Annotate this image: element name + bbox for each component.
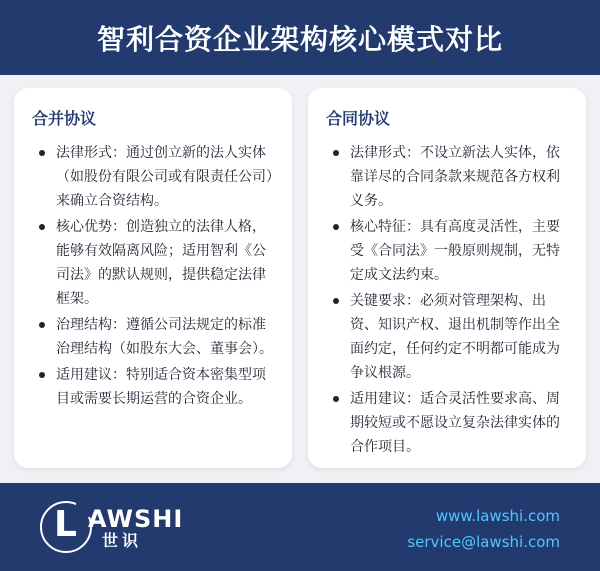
list-item-text: 核心特征：具有高度灵活性，主要受《合同法》一般原则规制，无特定成文法约束。 bbox=[350, 219, 560, 283]
card-title: 合同协议 bbox=[326, 109, 391, 128]
list-item-text: 法律形式：通过创立新的法人实体（如股份有限公司或有限责任公司）来确立合资结构。 bbox=[56, 145, 273, 209]
list-item bbox=[56, 215, 276, 311]
bullet-dot-icon bbox=[333, 224, 339, 230]
list-item bbox=[350, 141, 570, 213]
bullet-dot-icon bbox=[333, 298, 339, 304]
page-title: 智利合资企业架构核心模式对比 bbox=[96, 22, 503, 56]
contact-info bbox=[407, 503, 560, 555]
logo-letter-l: L bbox=[54, 504, 77, 545]
list-item-text: 关键要求：必须对管理架构、出资、知识产权、退出机制等作出全面约定，任何约定不明都可能成为争议根源。 bbox=[350, 293, 560, 381]
bullet-dot-icon bbox=[39, 224, 45, 230]
list-item bbox=[56, 363, 276, 411]
list-item bbox=[350, 289, 570, 385]
lawshi-logo bbox=[40, 499, 184, 555]
list-item-text: 适用建议：适合灵活性要求高、周期较短或不愿设立复杂法律实体的合作项目。 bbox=[350, 391, 560, 455]
logo-wordmark: AWSHI bbox=[88, 505, 184, 533]
list-item bbox=[350, 387, 570, 459]
website-link[interactable]: www.lawshi.com bbox=[435, 507, 560, 525]
card-merger-agreement bbox=[14, 88, 292, 468]
list-item-text: 法律形式：不设立新法人实体，依靠详尽的合同条款来规范各方权利义务。 bbox=[350, 145, 560, 209]
bullet-dot-icon bbox=[333, 396, 339, 402]
list-item bbox=[350, 215, 570, 287]
header-banner bbox=[0, 0, 600, 75]
list-item-text: 适用建议：特别适合资本密集型项目或需要长期运营的合资企业。 bbox=[56, 367, 266, 407]
email-link[interactable]: service@lawshi.com bbox=[407, 533, 560, 551]
bullet-list bbox=[32, 141, 276, 411]
logo-chinese-name: 世识 bbox=[102, 531, 143, 550]
list-item-text: 核心优势：创造独立的法律人格，能够有效隔离风险；适用智利《公司法》的默认规则，提供稳定法律框架。 bbox=[56, 219, 266, 307]
bullet-dot-icon bbox=[39, 150, 45, 156]
footer-bar bbox=[0, 483, 600, 571]
list-item-text: 治理结构：遵循公司法规定的标准治理结构（如股东大会、董事会）。 bbox=[56, 317, 273, 357]
bullet-dot-icon bbox=[39, 322, 45, 328]
bullet-dot-icon bbox=[333, 150, 339, 156]
bullet-list bbox=[326, 141, 570, 459]
bullet-dot-icon bbox=[39, 372, 45, 378]
list-item bbox=[56, 141, 276, 213]
card-contract-agreement bbox=[308, 88, 586, 468]
card-title: 合并协议 bbox=[32, 109, 97, 128]
list-item bbox=[56, 313, 276, 361]
